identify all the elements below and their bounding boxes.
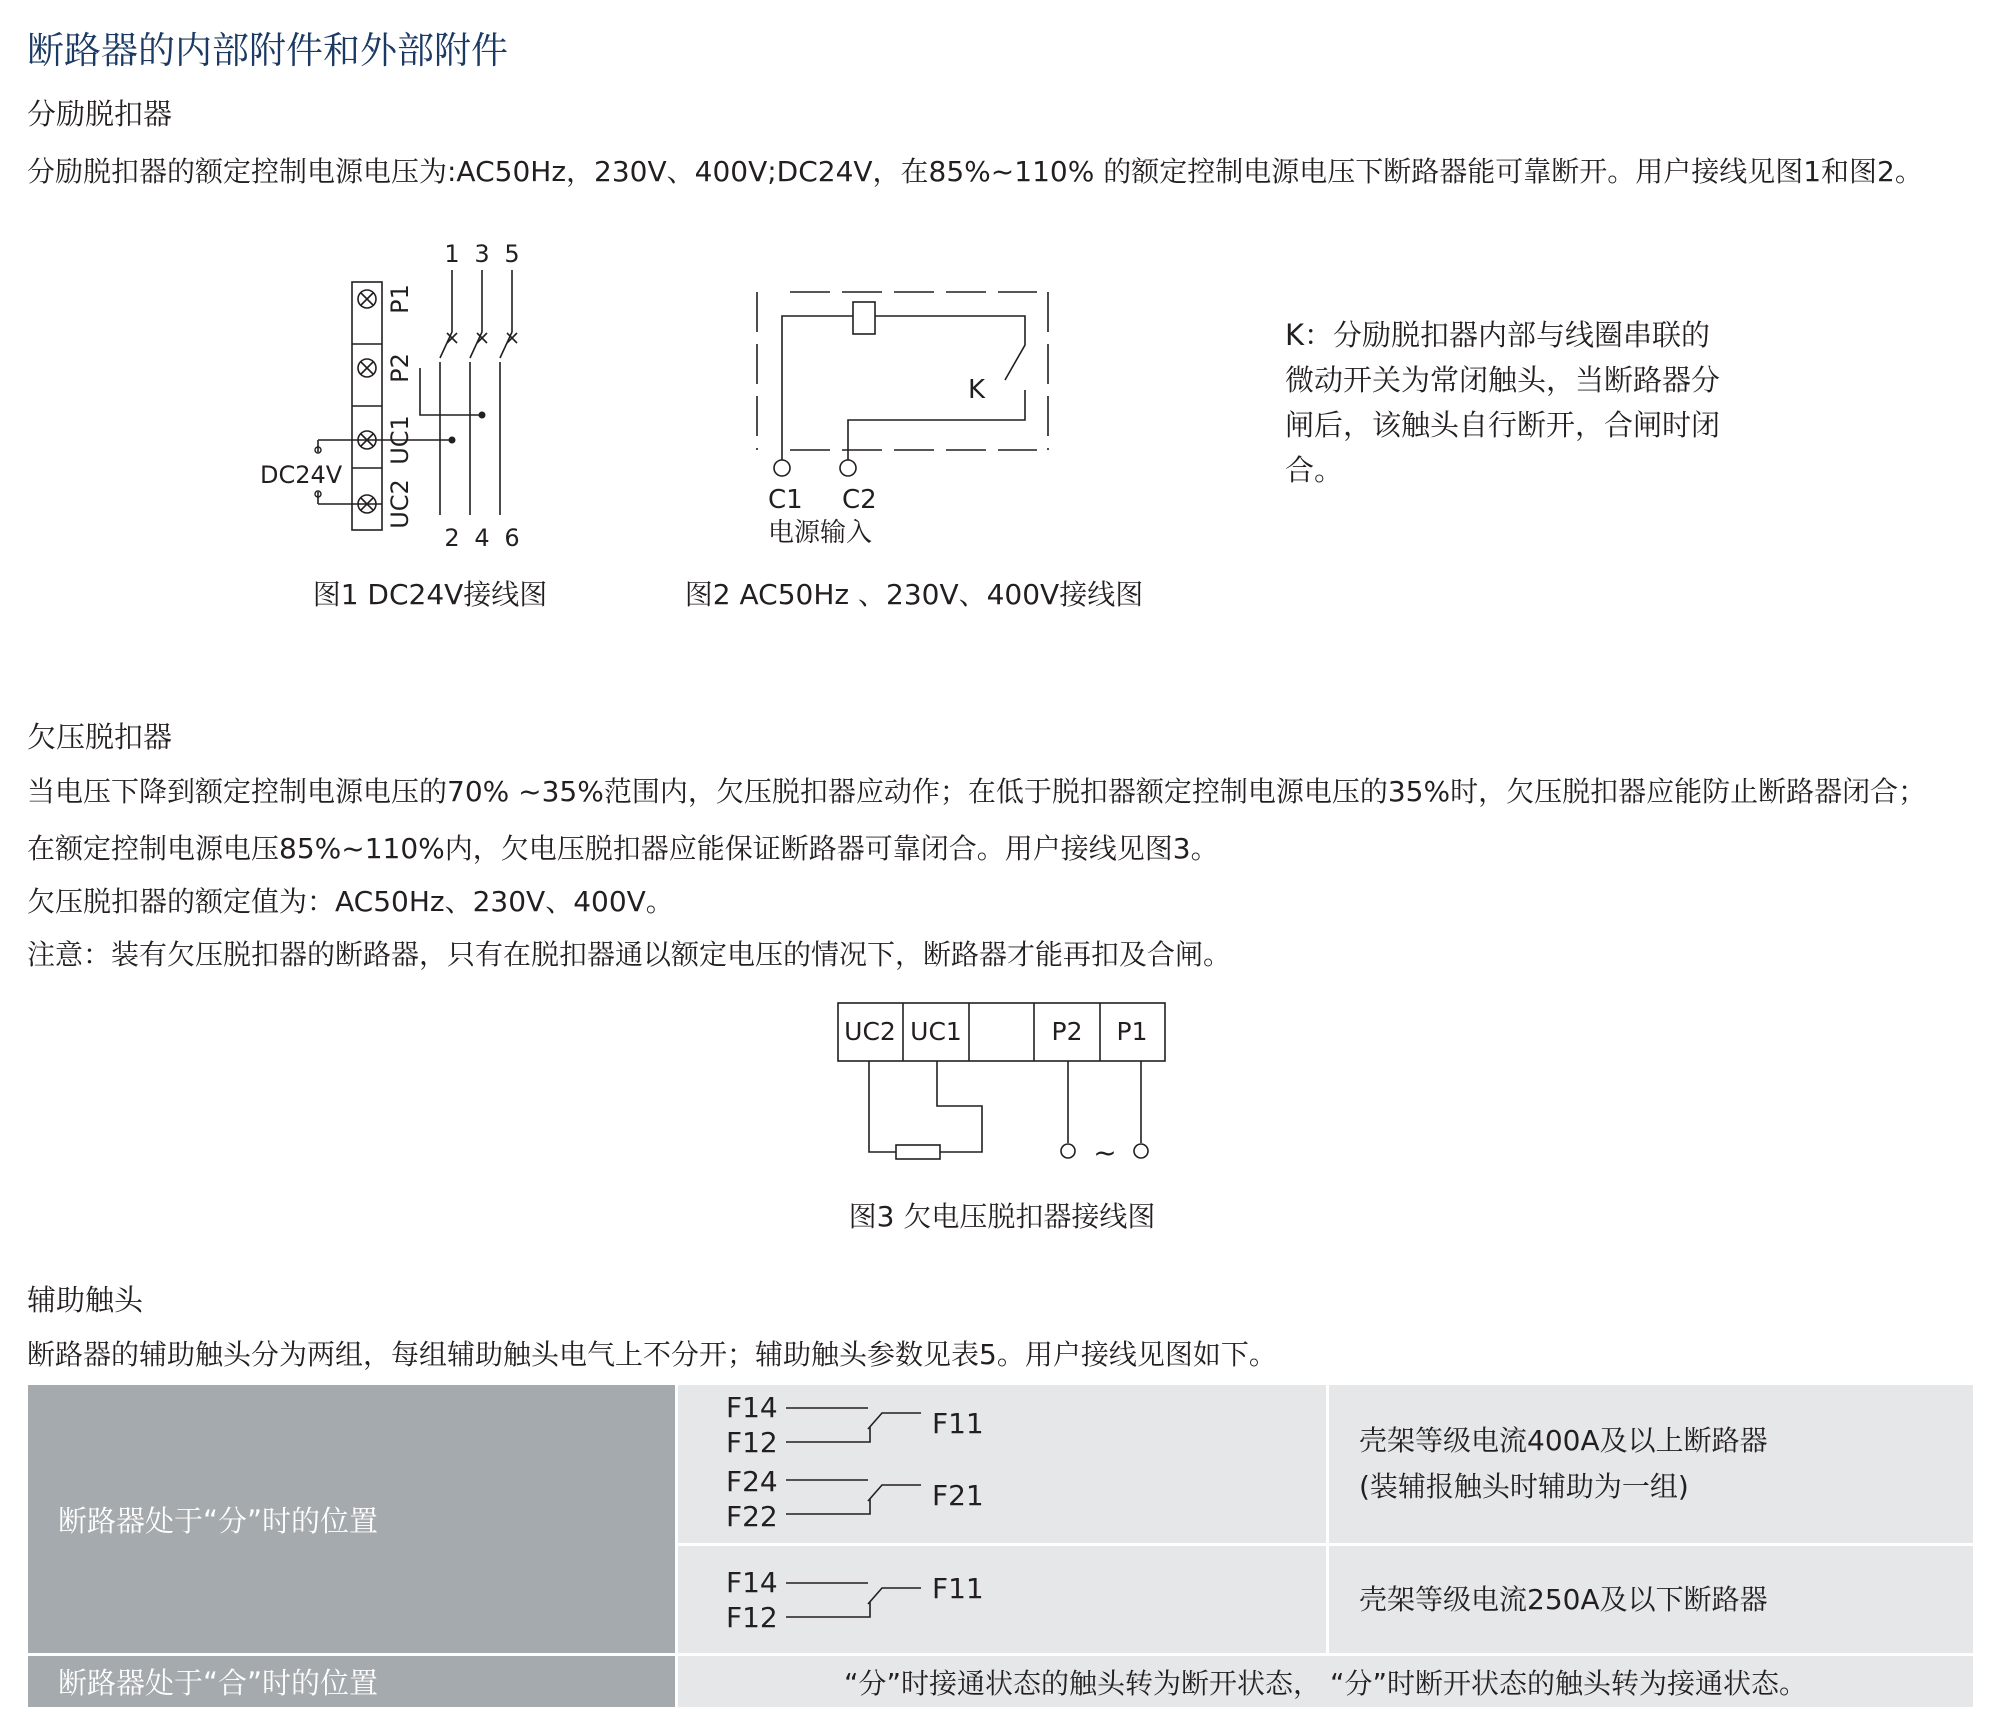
fig3-resistor bbox=[896, 1145, 940, 1159]
table-cell-desc-1 bbox=[1329, 1385, 1973, 1543]
aux-contact-diagram-2 bbox=[678, 1546, 1326, 1653]
fig3-caption: 图3 欠电压脱扣器接线图 bbox=[848, 1200, 1156, 1233]
fig2-wiring-diagram bbox=[740, 280, 1060, 550]
fig1-terminal-label: UC2 bbox=[386, 479, 414, 529]
fig1-top-number: 3 bbox=[474, 240, 490, 268]
aux-terminal-label: F11 bbox=[932, 1572, 984, 1605]
aux-contact-diagram-1 bbox=[678, 1385, 1326, 1543]
fig1-top-number: 1 bbox=[444, 240, 460, 268]
fig1-caption: 图1 DC24V接线图 bbox=[312, 578, 548, 611]
aux-heading: 辅助触头 bbox=[27, 1283, 144, 1317]
table-cell-diagram-1 bbox=[678, 1385, 1326, 1543]
undervoltage-heading: 欠压脱扣器 bbox=[27, 720, 173, 754]
table-cell-diagram-2 bbox=[678, 1546, 1326, 1653]
row1-label-text: 断路器处于“分”时的位置 bbox=[58, 1503, 379, 1538]
desc1-line2: (装辅报触头时辅助为一组) bbox=[1359, 1470, 1689, 1503]
fig2-caption: 图2 AC50Hz 、230V、400V接线图 bbox=[684, 578, 1144, 611]
shunt-paragraph: 分励脱扣器的额定控制电源电压为:AC50Hz，230V、400V;DC24V，在85%~110% 的额定控制电源电压下断路器能可靠断开。用户接线见图1和图2。 bbox=[27, 155, 1923, 188]
fig1-terminal-label: P1 bbox=[386, 284, 414, 314]
aux-terminal-label: F21 bbox=[932, 1479, 984, 1512]
fig2-note: K：分励脱扣器内部与线圈串联的微动开关为常闭触头，当断路器分闸后，该触头自行断开，合闸时闭合。 bbox=[1285, 318, 1721, 487]
desc1-line1: 壳架等级电流400A及以上断路器 bbox=[1359, 1424, 1768, 1457]
fig3-wiring-diagram bbox=[830, 995, 1170, 1169]
aux-terminal-label: F22 bbox=[726, 1500, 778, 1533]
shunt-heading: 分励脱扣器 bbox=[27, 97, 173, 131]
aux-terminal-label: F12 bbox=[726, 1426, 778, 1459]
table-row-label-closed bbox=[28, 1656, 675, 1707]
fig2-terminal-c1 bbox=[774, 460, 790, 476]
fig1-terminal-label: P2 bbox=[386, 353, 414, 383]
fig1-pole-1 bbox=[440, 270, 452, 515]
undervoltage-paragraph-3: 欠压脱扣器的额定值为：AC50Hz、230V、400V。 bbox=[27, 885, 674, 918]
page-title: 断路器的内部附件和外部附件 bbox=[27, 29, 508, 72]
fig1-bottom-number: 2 bbox=[444, 524, 460, 552]
table-row-label-open bbox=[28, 1385, 675, 1653]
fig2-c2-label: C2 bbox=[842, 485, 877, 515]
undervoltage-paragraph-2: 在额定控制电源电压85%~110%内，欠电压脱扣器应能保证断路器可靠闭合。用户接线见图3。 bbox=[27, 832, 1219, 865]
row2-label-text: 断路器处于“合”时的位置 bbox=[58, 1666, 379, 1700]
fig1-supply-label: DC24V bbox=[260, 461, 343, 489]
fig1-terminal-screw bbox=[358, 290, 376, 308]
fig1-bottom-number: 4 bbox=[474, 524, 490, 552]
fig1-bottom-number: 6 bbox=[504, 524, 520, 552]
fig3-terminal-p1 bbox=[1134, 1144, 1148, 1158]
fig1-terminal-screw bbox=[358, 359, 376, 377]
fig1-wiring-diagram bbox=[250, 230, 580, 552]
aux-contact-table bbox=[28, 1385, 1973, 1707]
fig3-box-label: UC1 bbox=[910, 1017, 962, 1046]
fig1-pole-3 bbox=[500, 270, 512, 515]
fig3-box-label: P2 bbox=[1051, 1017, 1083, 1046]
fig3-ac-symbol: ~ bbox=[1093, 1136, 1117, 1169]
table-cell-desc-2 bbox=[1329, 1546, 1973, 1653]
aux-terminal-label: F12 bbox=[726, 1601, 778, 1634]
fig2-terminal-c2 bbox=[840, 460, 856, 476]
fig2-c1-label: C1 bbox=[768, 485, 803, 515]
aux-terminal-label: F11 bbox=[932, 1407, 984, 1440]
fig2-switch-label: K bbox=[968, 375, 986, 405]
fig3-box-label: UC2 bbox=[844, 1017, 896, 1046]
fig2-input-label: 电源输入 bbox=[768, 518, 873, 548]
desc2-text: 壳架等级电流250A及以下断路器 bbox=[1359, 1582, 1768, 1616]
fig1-terminal-label: UC1 bbox=[386, 415, 414, 465]
row2-text: “分”时接通状态的触头转为断开状态， “分”时断开状态的触头转为接通状态。 bbox=[844, 1666, 1807, 1700]
fig2-coil bbox=[853, 302, 875, 334]
fig3-terminal-p2 bbox=[1061, 1144, 1075, 1158]
fig1-top-number: 5 bbox=[504, 240, 520, 268]
undervoltage-paragraph-1: 当电压下降到额定控制电源电压的70% ~35%范围内，欠压脱扣器应动作；在低于脱扣器额定控制电源电压的35%时，欠压脱扣器应能防止断路器闭合； bbox=[27, 775, 1927, 808]
fig1-pole-2 bbox=[470, 270, 482, 515]
fig3-box-label: P1 bbox=[1116, 1017, 1148, 1046]
table-cell-closed-note bbox=[678, 1656, 1973, 1707]
aux-terminal-label: F24 bbox=[726, 1465, 778, 1498]
aux-terminal-label: F14 bbox=[726, 1566, 778, 1599]
aux-terminal-label: F14 bbox=[726, 1391, 778, 1424]
aux-paragraph: 断路器的辅助触头分为两组，每组辅助触头电气上不分开；辅助触头参数见表5。用户接线见图如下。 bbox=[27, 1338, 1277, 1371]
undervoltage-paragraph-4: 注意：装有欠压脱扣器的断路器，只有在脱扣器通以额定电压的情况下，断路器才能再扣及合闸。 bbox=[27, 938, 1232, 971]
